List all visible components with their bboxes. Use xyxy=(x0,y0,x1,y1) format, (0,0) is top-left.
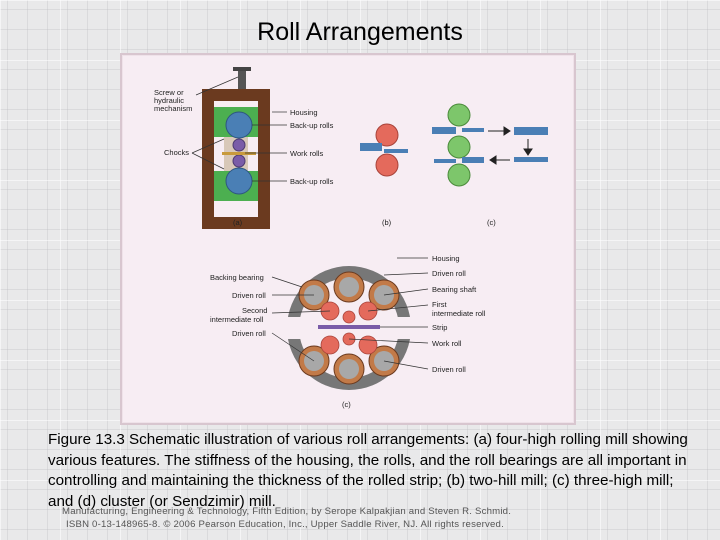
backup-roll-top xyxy=(226,112,252,138)
slide-title: Roll Arrangements xyxy=(257,18,463,46)
strip-c-right-bottom xyxy=(514,157,548,162)
label-panel-b: (b) xyxy=(382,218,392,227)
strip-c-top-in xyxy=(432,127,456,134)
label-second: Second xyxy=(242,306,268,315)
label-hydraulic: hydraulic xyxy=(154,96,185,105)
panel-c-three-high-mill xyxy=(432,104,548,227)
strip-b-in xyxy=(360,143,382,151)
label-screw: Screw or xyxy=(154,88,184,97)
credit-line-1: Manufacturing, Engineering & Technology, Fifth Edition, by Serope Kalpakjian and Steven R. Schmid. xyxy=(62,506,512,517)
red-roll-top xyxy=(376,124,398,146)
work-roll-top xyxy=(233,139,245,151)
arrow-left-icon xyxy=(490,156,496,164)
credit-line-2: ISBN 0-13-148965-8. © 2006 Pearson Education, Inc., Upper Saddle River, NJ. All rights reserved. xyxy=(66,518,504,530)
label-bearing-shaft: Bearing shaft xyxy=(432,285,477,294)
strip-c-right-top xyxy=(514,127,548,135)
label-chocks: Chocks xyxy=(164,148,190,157)
label-second-intermediate-roll: intermediate roll xyxy=(210,315,264,324)
label-panel-c: (c) xyxy=(487,218,496,227)
label-driven-roll-2: Driven roll xyxy=(432,365,466,374)
figure-caption: Figure 13.3 Schematic illustration of various roll arrangements: (a) four-high rolling mill showing various features. The stiffness of the housing, the rolls, and the roll bearings are all important in controlling and maintaining the thickness of the rolled strip; (b) two-hill mill; (c) three-high mill; and (d) cluster (or Sendzimir) mill. xyxy=(48,431,688,510)
panel-a-four-high-mill xyxy=(154,67,334,229)
label-mechanism: mechanism xyxy=(154,104,193,113)
label-work-rolls: Work rolls xyxy=(290,149,324,158)
figure-drawing xyxy=(122,55,574,423)
label-first-intermediate-roll: intermediate roll xyxy=(432,309,486,318)
label-driven-roll-1: Driven roll xyxy=(432,269,466,278)
arrow-down-icon xyxy=(524,149,532,155)
label-panel-a: (a) xyxy=(233,218,243,227)
strip-c-top-out xyxy=(462,128,484,132)
label-housing-d: Housing xyxy=(432,254,460,263)
strip-b-out xyxy=(384,149,408,153)
label-driven-roll-left2: Driven roll xyxy=(232,329,266,338)
arrow-right-icon xyxy=(504,127,510,135)
label-backup-bottom: Back-up rolls xyxy=(290,177,334,186)
green-roll-middle xyxy=(448,136,470,158)
strip-c-bottom-in xyxy=(462,157,484,163)
red-roll-bottom xyxy=(376,154,398,176)
copyright-credit xyxy=(60,506,700,531)
label-housing-a: Housing xyxy=(290,108,318,117)
label-first: First xyxy=(432,300,447,309)
panel-b-two-high-mill xyxy=(360,124,408,227)
strip-a xyxy=(222,152,256,155)
screw-head-icon xyxy=(233,67,251,71)
screw-icon xyxy=(238,69,246,91)
strip-d xyxy=(318,325,380,329)
backup-roll-bottom xyxy=(226,168,252,194)
strip-c-bottom xyxy=(434,159,456,163)
work-roll-bottom xyxy=(233,155,245,167)
green-roll-top xyxy=(448,104,470,126)
panel-d-cluster-mill xyxy=(210,254,486,409)
label-backup-top: Back-up rolls xyxy=(290,121,334,130)
label-strip: Strip xyxy=(432,323,448,332)
label-backing-bearing: Backing bearing xyxy=(210,273,264,282)
green-roll-bottom xyxy=(448,164,470,186)
figure-roll-arrangements xyxy=(120,53,576,425)
label-panel-d: (c) xyxy=(342,400,351,409)
label-work-roll: Work roll xyxy=(432,339,462,348)
label-driven-roll-left: Driven roll xyxy=(232,291,266,300)
